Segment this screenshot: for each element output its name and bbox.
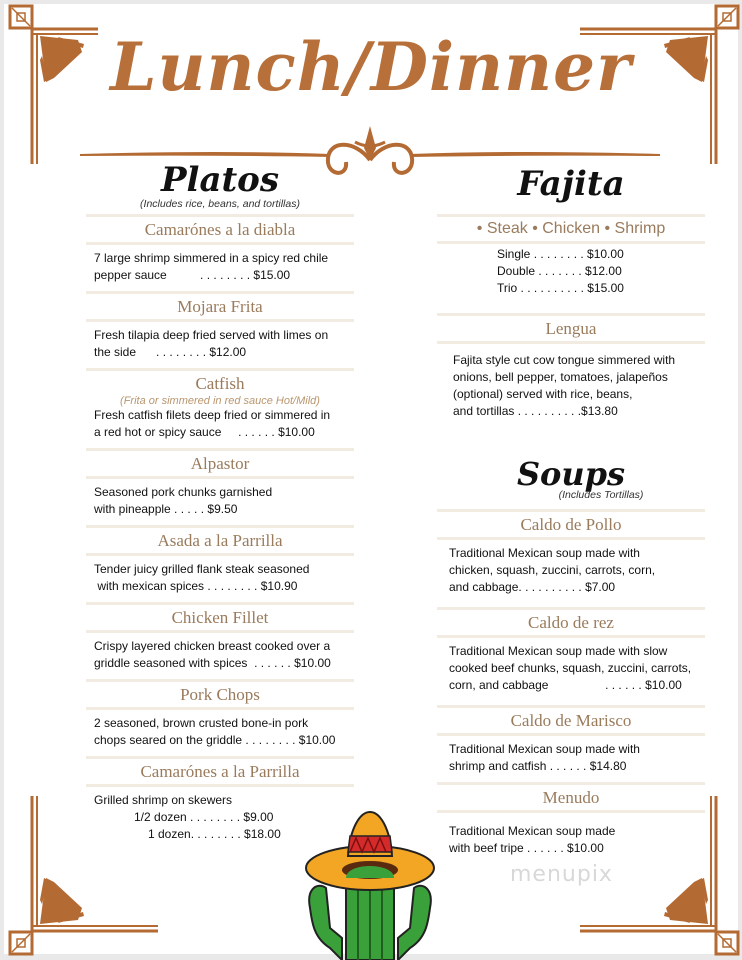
menu-item — [437, 313, 705, 423]
menu-item — [86, 602, 354, 675]
menu-item — [437, 705, 705, 778]
item-description: 2 seasoned, brown crusted bone-in pork — [94, 716, 309, 730]
menu-item — [86, 214, 354, 287]
menu-item — [437, 782, 705, 860]
menu-item — [86, 368, 354, 444]
item-description: Traditional Mexican soup made with — [449, 546, 640, 560]
watermark: menupix — [510, 862, 613, 887]
item-description: Traditional Mexican soup made with — [449, 742, 640, 756]
fajita-price-single: Single . . . . . . . . $10.00 — [497, 247, 624, 261]
platos-section — [86, 160, 354, 846]
fajita-price-list — [437, 246, 705, 297]
item-price-line: pepper sauce . . . . . . . . $15.00 — [94, 268, 291, 282]
item-option-price: 1/2 dozen . . . . . . . . $9.00 — [134, 810, 274, 824]
item-subnote: (Frita or simmered in red sauce Hot/Mild) — [120, 395, 320, 407]
soups-title: Soups — [516, 455, 626, 493]
item-name: Camarónes a la Parrilla — [86, 756, 354, 787]
fajita-title: Fajita — [517, 164, 625, 204]
fajita-options: • Steak • Chicken • Shrimp — [437, 214, 705, 244]
item-description: Traditional Mexican soup made with slow — [449, 644, 668, 658]
item-name: Caldo de Marisco — [437, 705, 705, 736]
item-description: onions, bell pepper, tomatoes, jalapeños — [453, 370, 668, 384]
item-description: (optional) served with rice, beans, — [453, 387, 633, 401]
item-description: Fresh tilapia deep fried served with limes on — [94, 328, 329, 342]
item-description: Seasoned pork chunks garnished — [94, 485, 273, 499]
item-price-line: griddle seasoned with spices . . . . . . $10.00 — [94, 656, 331, 670]
item-description: 7 large shrimp simmered in a spicy red chile — [94, 251, 329, 265]
item-description: Fresh catfish filets deep fried or simmered in — [94, 408, 331, 422]
item-description: Crispy layered chicken breast cooked over a — [94, 639, 331, 653]
menu-item — [86, 448, 354, 521]
item-name: Lengua — [437, 313, 705, 344]
item-price-line: the side . . . . . . . . $12.00 — [94, 345, 247, 359]
fajita-price-double: Double . . . . . . . $12.00 — [497, 264, 622, 278]
item-description: Grilled shrimp on skewers — [94, 793, 233, 807]
item-name: Menudo — [437, 782, 705, 813]
cactus-sombrero-icon — [300, 808, 440, 960]
page-title: Lunch/Dinner — [110, 28, 632, 106]
fajita-section — [437, 160, 705, 860]
item-price-line: corn, and cabbage . . . . . . $10.00 — [449, 678, 682, 692]
soups-note: (Includes Tortillas) — [558, 489, 644, 501]
item-option-price: 1 dozen. . . . . . . . $18.00 — [148, 827, 281, 841]
item-name: Camarónes a la diabla — [86, 214, 354, 245]
item-name: Pork Chops — [86, 679, 354, 710]
platos-note: (Includes rice, beans, and tortillas) — [140, 198, 300, 210]
menu-item — [437, 509, 705, 599]
item-description: Fajita style cut cow tongue simmered with — [453, 353, 676, 367]
item-price-line: with mexican spices . . . . . . . . $10.90 — [94, 579, 298, 593]
platos-title: Platos — [160, 160, 280, 200]
item-name: Caldo de Pollo — [437, 509, 705, 540]
menu-item — [437, 607, 705, 697]
item-description: Traditional Mexican soup made — [449, 824, 616, 838]
item-price-line: and cabbage. . . . . . . . . . $7.00 — [449, 580, 616, 594]
menu-item — [86, 525, 354, 598]
item-name: Catfish — [86, 368, 354, 394]
fajita-price-trio: Trio . . . . . . . . . . $15.00 — [497, 281, 624, 295]
item-name: Chicken Fillet — [86, 602, 354, 633]
item-description: chicken, squash, zuccini, carrots, corn, — [449, 563, 656, 577]
item-name: Mojara Frita — [86, 291, 354, 322]
item-description: Tender juicy grilled flank steak seasoned — [94, 562, 310, 576]
item-price-line: a red hot or spicy sauce . . . . . . $10.00 — [94, 425, 315, 439]
item-description: cooked beef chunks, squash, zuccini, carrots, — [449, 661, 692, 675]
menu-item — [86, 291, 354, 364]
item-name: Asada a la Parrilla — [86, 525, 354, 556]
item-price-line: with pineapple . . . . . $9.50 — [94, 502, 238, 516]
item-price-line: with beef tripe . . . . . . $10.00 — [449, 841, 604, 855]
soups-section — [437, 457, 705, 860]
item-price-line: chops seared on the griddle . . . . . . . . $10.00 — [94, 733, 336, 747]
menu-item — [86, 679, 354, 752]
item-name: Alpastor — [86, 448, 354, 479]
item-price-line: and tortillas . . . . . . . . . .$13.80 — [453, 404, 618, 418]
item-name: Caldo de rez — [437, 607, 705, 638]
item-price-line: shrimp and catfish . . . . . . $14.80 — [449, 759, 627, 773]
